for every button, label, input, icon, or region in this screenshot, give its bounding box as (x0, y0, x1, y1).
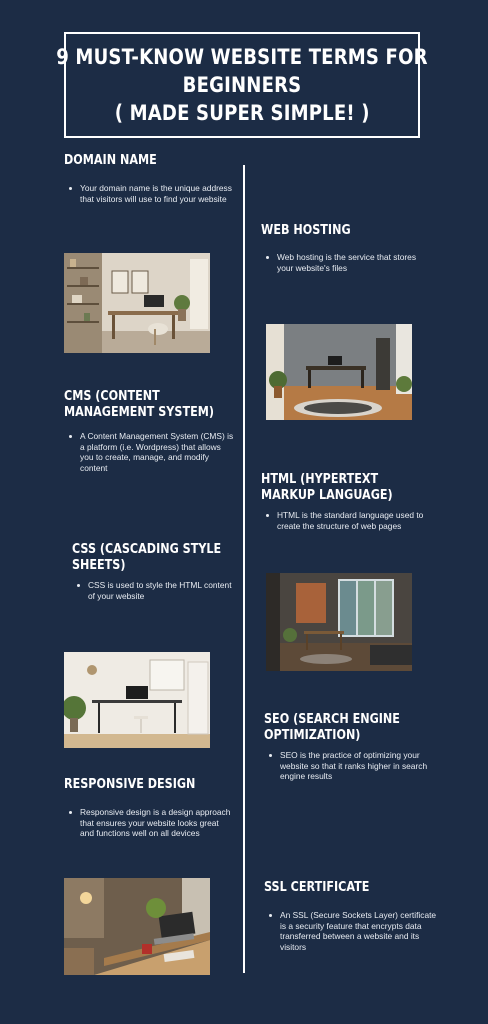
term-description: HTML is the standard language used to create the structure of web pages (261, 510, 436, 531)
term-heading: SEO (SEARCH ENGINE OPTIMIZATION) (264, 712, 400, 743)
term-description: CSS is used to style the HTML content of your website (72, 580, 237, 601)
term-description: An SSL (Secure Sockets Layer) certificate is a security feature that encrypts data transferred between a website and its visitors (264, 910, 439, 952)
term-heading: RESPONSIVE DESIGN (64, 777, 196, 792)
term-css (72, 542, 237, 601)
term-html (261, 472, 436, 531)
term-heading: WEB HOSTING (261, 223, 351, 238)
term-heading: CMS (CONTENT MANAGEMENT SYSTEM) (64, 389, 214, 420)
title-line-3: ( MADE SUPER SIMPLE! ) (114, 101, 370, 125)
term-description: Responsive design is a design approach that ensures your website looks great and functions well on all devices (64, 807, 234, 839)
term-description: SEO is the practice of optimizing your website so that it ranks higher in search engine results (264, 750, 436, 782)
title-line-1: 9 MUST-KNOW WEBSITE TERMS FOR (56, 45, 428, 69)
term-heading: SSL CERTIFICATE (264, 880, 370, 895)
office-photo-1 (64, 253, 210, 353)
term-ssl-certificate (264, 880, 439, 952)
term-domain-name (64, 153, 234, 204)
term-heading: HTML (HYPERTEXT MARKUP LANGUAGE) (261, 472, 393, 503)
term-description: Your domain name is the unique address that visitors will use to find your website (64, 183, 234, 204)
term-seo (264, 712, 436, 782)
title-line-2: BEGINNERS (182, 73, 302, 97)
title-box (56, 32, 428, 138)
term-description: A Content Management System (CMS) is a platform (i.e. Wordpress) that allows you to create, manage, and modify content (64, 431, 234, 473)
term-cms (64, 389, 234, 473)
office-photo-5 (64, 878, 210, 975)
term-web-hosting (261, 223, 431, 273)
term-description: Web hosting is the service that stores your website's files (261, 252, 431, 273)
term-heading: CSS (CASCADING STYLE SHEETS) (72, 542, 222, 573)
office-photo-4 (64, 652, 210, 748)
term-heading: DOMAIN NAME (64, 153, 157, 168)
office-photo-2 (266, 324, 412, 420)
term-responsive-design (64, 777, 234, 839)
office-photo-3 (266, 573, 412, 671)
